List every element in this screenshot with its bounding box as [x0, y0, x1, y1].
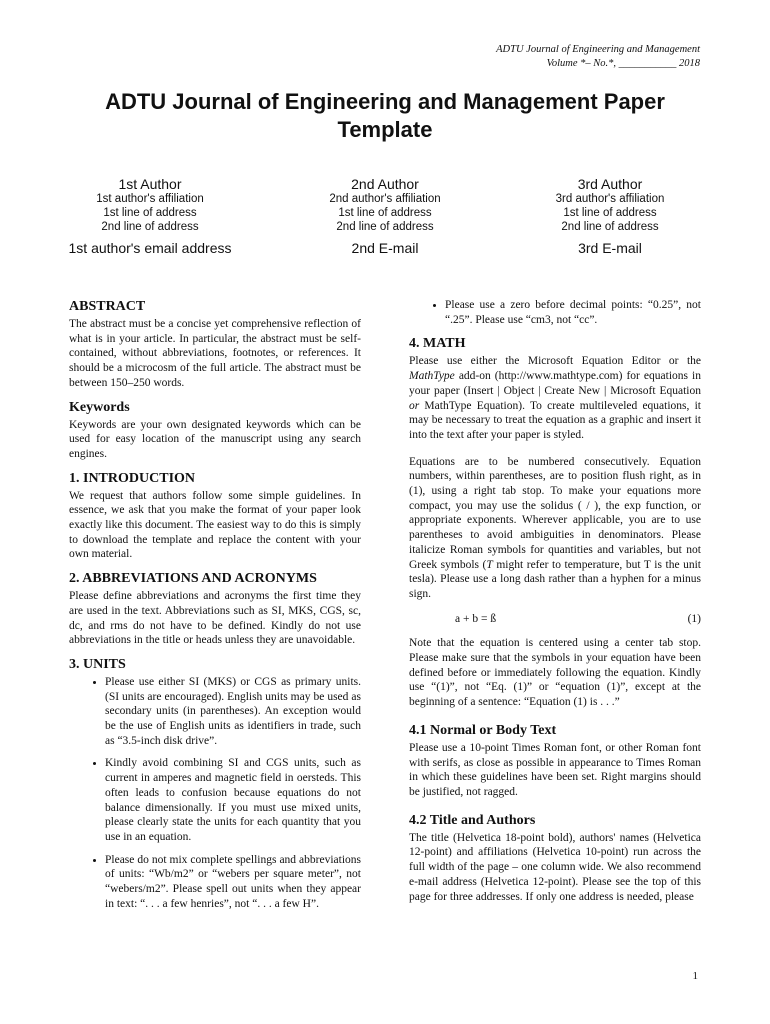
math-paragraph-1: Please use either the Microsoft Equation Editor or the MathType add-on (http://www.mathtype.com) for equations in your paper (Insert | Object | Create New | Microsoft Equation or MathType Equation). To create multileveled equations, it may be necessary to treat the equation as a graphic and insert it into the text after your paper is styled. [409, 355, 701, 441]
author-name: 3rd Author [577, 176, 643, 192]
author-affiliation: 3rd author's affiliation [555, 193, 665, 205]
units-bullet-4: • Please use a zero before decimal points: “0.25”, not “.25”. Please use “cm3, not “cc”. [445, 298, 701, 327]
page-number: 1 [692, 970, 698, 982]
volume-line: Volume *– No.*, ___________ 2018 [546, 58, 700, 69]
units-heading: 3. UNITS [69, 656, 126, 672]
keywords-heading: Keywords [69, 399, 130, 415]
author-affiliation: 1st author's affiliation [96, 193, 204, 205]
author-address-2: 2nd line of address [336, 221, 434, 233]
math-paragraph-3: Note that the equation is centered using a center tab stop. Please make sure that the symbols in your equation have been defined before or immediately following the equation. Kindly use “(1)”, not “Eq. (1)” or “equation (1)”, except at the beginning of a sentence: “Equation (1) is . . .” [409, 637, 701, 709]
author-email: 2nd E-mail [351, 240, 419, 256]
units-bullet-1: • Please use either SI (MKS) or CGS as primary units. (SI units are encouraged). English units may be used as secondary units (in parentheses). An exception would be the use of English units as identifiers in trade, such as “3.5-inch disk drive”. [105, 675, 361, 749]
normal-text-body: Please use a 10-point Times Roman font, or other Roman font with serifs, as close as possible in appearance to Times Roman in which these guidelines have been set. Right margins should be justified, not ragged. [409, 741, 701, 798]
author-1 [40, 176, 260, 256]
author-email: 3rd E-mail [578, 240, 642, 256]
keywords-text: Keywords are your own designated keywords which can be used for easy location of the manuscript using any search engines. [69, 418, 361, 460]
author-address-2: 2nd line of address [101, 221, 199, 233]
equation-number: (1) [687, 612, 701, 625]
author-address-1: 1st line of address [103, 207, 197, 219]
equation-body: a + b = ß [455, 612, 497, 625]
author-email: 1st author's email address [68, 240, 232, 256]
math-paragraph-2: Equations are to be numbered consecutively. Equation numbers, within parentheses, are to position flush right, as in (1), using a right tab stop. To make your equations more compact, you may use the solidus ( / ), the exp function, or appropriate exponents. Wherever applicable, you are to use parentheses to avoid ambiguities in denominators. Please italicize Roman symbols for quantities and variables, but not Greek symbols (T might refer to temperature, but T is the unit tesla). Please use a long dash rather than a hyphen for a minus sign. [409, 455, 701, 600]
journal-name: ADTU Journal of Engineering and Management [496, 44, 700, 55]
units-bullet-2: • Kindly avoid combining SI and CGS units, such as current in amperes and magnetic field in oersteds. This often leads to confusion because equations do not balance dimensionally. If you must use mixed units, please clearly state the units for each quantity that you use in an equation. [105, 756, 361, 844]
normal-text-heading: 4.1 Normal or Body Text [409, 722, 557, 738]
author-affiliation: 2nd author's affiliation [329, 193, 441, 205]
running-header [496, 43, 700, 71]
title-line-2: Template [337, 117, 433, 142]
title-line-1: ADTU Journal of Engineering and Management Paper [105, 89, 665, 114]
title-authors-heading: 4.2 Title and Authors [409, 812, 536, 828]
author-address-1: 1st line of address [563, 207, 657, 219]
introduction-text: We request that authors follow some simple guidelines. In essence, we ask that you make the format of your paper look exactly like this document. The easiest way to do this is simply to download the template and replace the content with your own material. [69, 489, 361, 561]
units-bullet-3: • Please do not mix complete spellings and abbreviations of units: “Wb/m2” or “webers per square meter”, not “webers/m2”. Please spell out units when they appear in text: “. . . a few henries”, not “. . . a few H”. [105, 853, 361, 912]
paper-title [60, 88, 710, 144]
abbreviations-text: Please define abbreviations and acronyms the first time they are used in the text. Abbreviations such as SI, MKS, CGS, sc, dc, and rms do not have to be defined. Kindly do not use abbreviations in the title or heads unless they are unavoidable. [69, 590, 361, 647]
left-column [69, 298, 361, 920]
units-list-continued [409, 298, 701, 327]
author-2 [275, 176, 495, 256]
units-list [69, 675, 361, 912]
author-address-1: 1st line of address [338, 207, 432, 219]
title-authors-body: The title (Helvetica 18-point bold), authors' names (Helvetica 12-point) and affiliations (Helvetica 10-point) run across the full width of the page – one column wide. We also recommend e-mail address (Helvetica 12-point). Please see the top of this page for three addresses. If only one address is needed, please [409, 831, 701, 903]
math-heading: 4. MATH [409, 336, 466, 352]
introduction-heading: 1. INTRODUCTION [69, 470, 196, 486]
author-name: 1st Author [118, 176, 182, 192]
author-address-2: 2nd line of address [561, 221, 659, 233]
author-name: 2nd Author [351, 176, 419, 192]
abstract-text: The abstract must be a concise yet comprehensive reflection of what is in your article. In particular, the abstract must be self-contained, without abbreviations, footnotes, or references. It should be a microcosm of the full article. The abstract must be between 150–250 words. [69, 318, 361, 389]
right-column [409, 298, 701, 904]
equation-1 [409, 612, 701, 627]
author-3 [500, 176, 720, 256]
abbreviations-heading: 2. ABBREVIATIONS AND ACRONYMS [69, 571, 317, 587]
abstract-heading: ABSTRACT [69, 299, 146, 314]
